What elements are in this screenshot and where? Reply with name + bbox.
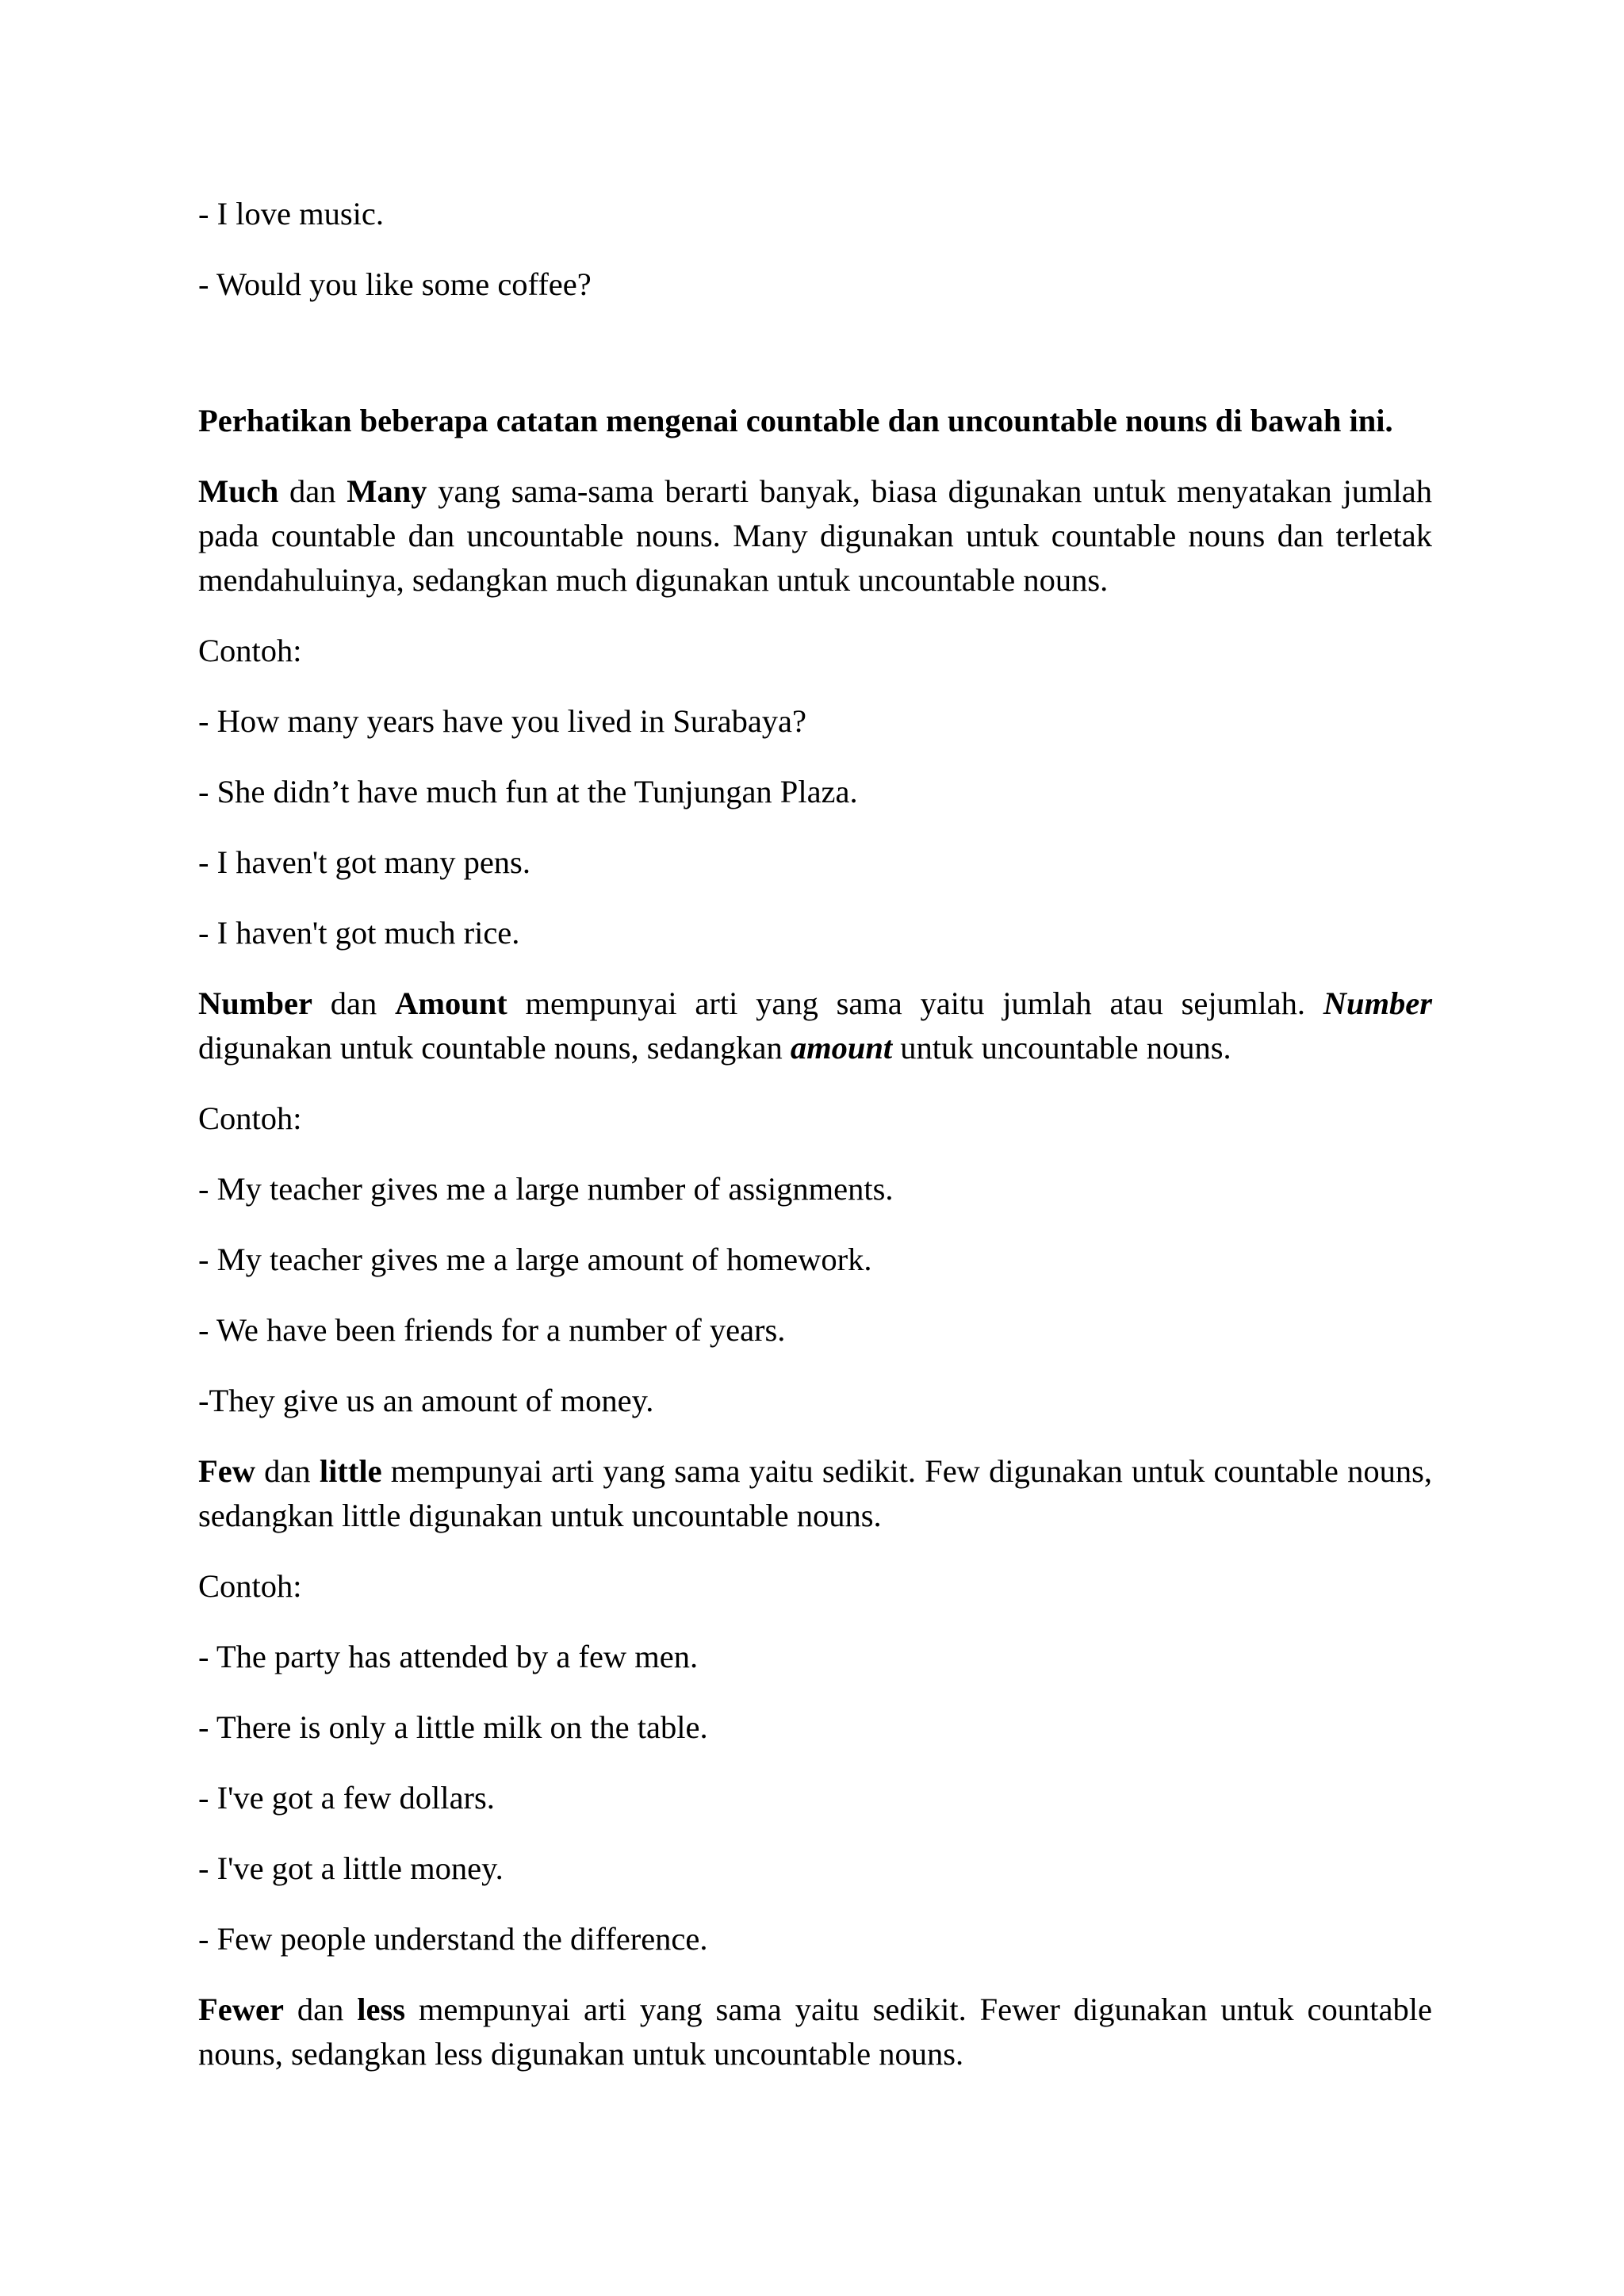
term-much: Much <box>198 473 279 509</box>
section-heading: Perhatikan beberapa catatan mengenai countable dan uncountable nouns di bawah ini. <box>198 403 1393 438</box>
example-line: -They give us an amount of money. <box>198 1383 654 1418</box>
paragraph-text: untuk uncountable nouns. <box>892 1030 1231 1066</box>
connector-text: dan <box>278 473 347 509</box>
term-amount-emphasis: amount <box>790 1030 893 1066</box>
example-line: - I've got a little money. <box>198 1850 504 1886</box>
example-line: - I love music. <box>198 196 384 232</box>
connector-text: dan <box>283 1992 358 2027</box>
term-many: Many <box>347 473 427 509</box>
example-line: - Few people understand the difference. <box>198 1921 708 1957</box>
few-little-paragraph <box>198 1449 1432 1538</box>
paragraph-text: mempunyai arti yang sama yaitu sedikit. Few digunakan untuk countable nouns, sedangkan little digunakan untuk uncountable nouns. <box>198 1453 1432 1533</box>
much-many-paragraph <box>198 469 1432 603</box>
example-line: - There is only a little milk on the table. <box>198 1709 708 1745</box>
fewer-less-paragraph <box>198 1988 1432 2076</box>
example-line: - Would you like some coffee? <box>198 266 592 302</box>
term-number: Number <box>198 985 312 1021</box>
paragraph-text: mempunyai arti yang sama yaitu sedikit. Fewer digunakan untuk countable nouns, sedangkan less digunakan untuk uncountable nouns. <box>198 1992 1432 2072</box>
paragraph-text: digunakan untuk countable nouns, sedangkan <box>198 1030 791 1066</box>
example-line: - She didn’t have much fun at the Tunjungan Plaza. <box>198 774 858 809</box>
connector-text: dan <box>312 985 395 1021</box>
contoh-label: Contoh: <box>198 633 302 668</box>
contoh-label: Contoh: <box>198 1568 302 1604</box>
number-amount-paragraph <box>198 982 1432 1070</box>
connector-text: dan <box>255 1453 320 1489</box>
example-line: - We have been friends for a number of years. <box>198 1312 786 1348</box>
term-little: little <box>319 1453 382 1489</box>
example-line: - My teacher gives me a large number of assignments. <box>198 1171 894 1207</box>
term-few: Few <box>198 1453 255 1489</box>
example-line: - The party has attended by a few men. <box>198 1639 699 1674</box>
example-line: - I've got a few dollars. <box>198 1780 495 1816</box>
page-content <box>198 192 1432 2103</box>
term-amount: Amount <box>394 985 508 1021</box>
example-line: - I haven't got much rice. <box>198 915 520 951</box>
paragraph-text: yang sama-sama berarti banyak, biasa digunakan untuk menyatakan jumlah pada countable dan uncountable nouns. Many digunakan untuk countable nouns dan terletak mendahuluinya, sedangkan much digunakan untuk uncountable nouns. <box>198 473 1432 598</box>
example-line: - I haven't got many pens. <box>198 844 530 880</box>
term-fewer: Fewer <box>198 1992 284 2027</box>
example-line: - How many years have you lived in Surabaya? <box>198 703 807 739</box>
example-line: - My teacher gives me a large amount of homework. <box>198 1242 872 1277</box>
term-less: less <box>357 1992 405 2027</box>
paragraph-text: mempunyai arti yang sama yaitu jumlah atau sejumlah. <box>507 985 1323 1021</box>
contoh-label: Contoh: <box>198 1100 302 1136</box>
term-number-emphasis: Number <box>1323 985 1432 1021</box>
